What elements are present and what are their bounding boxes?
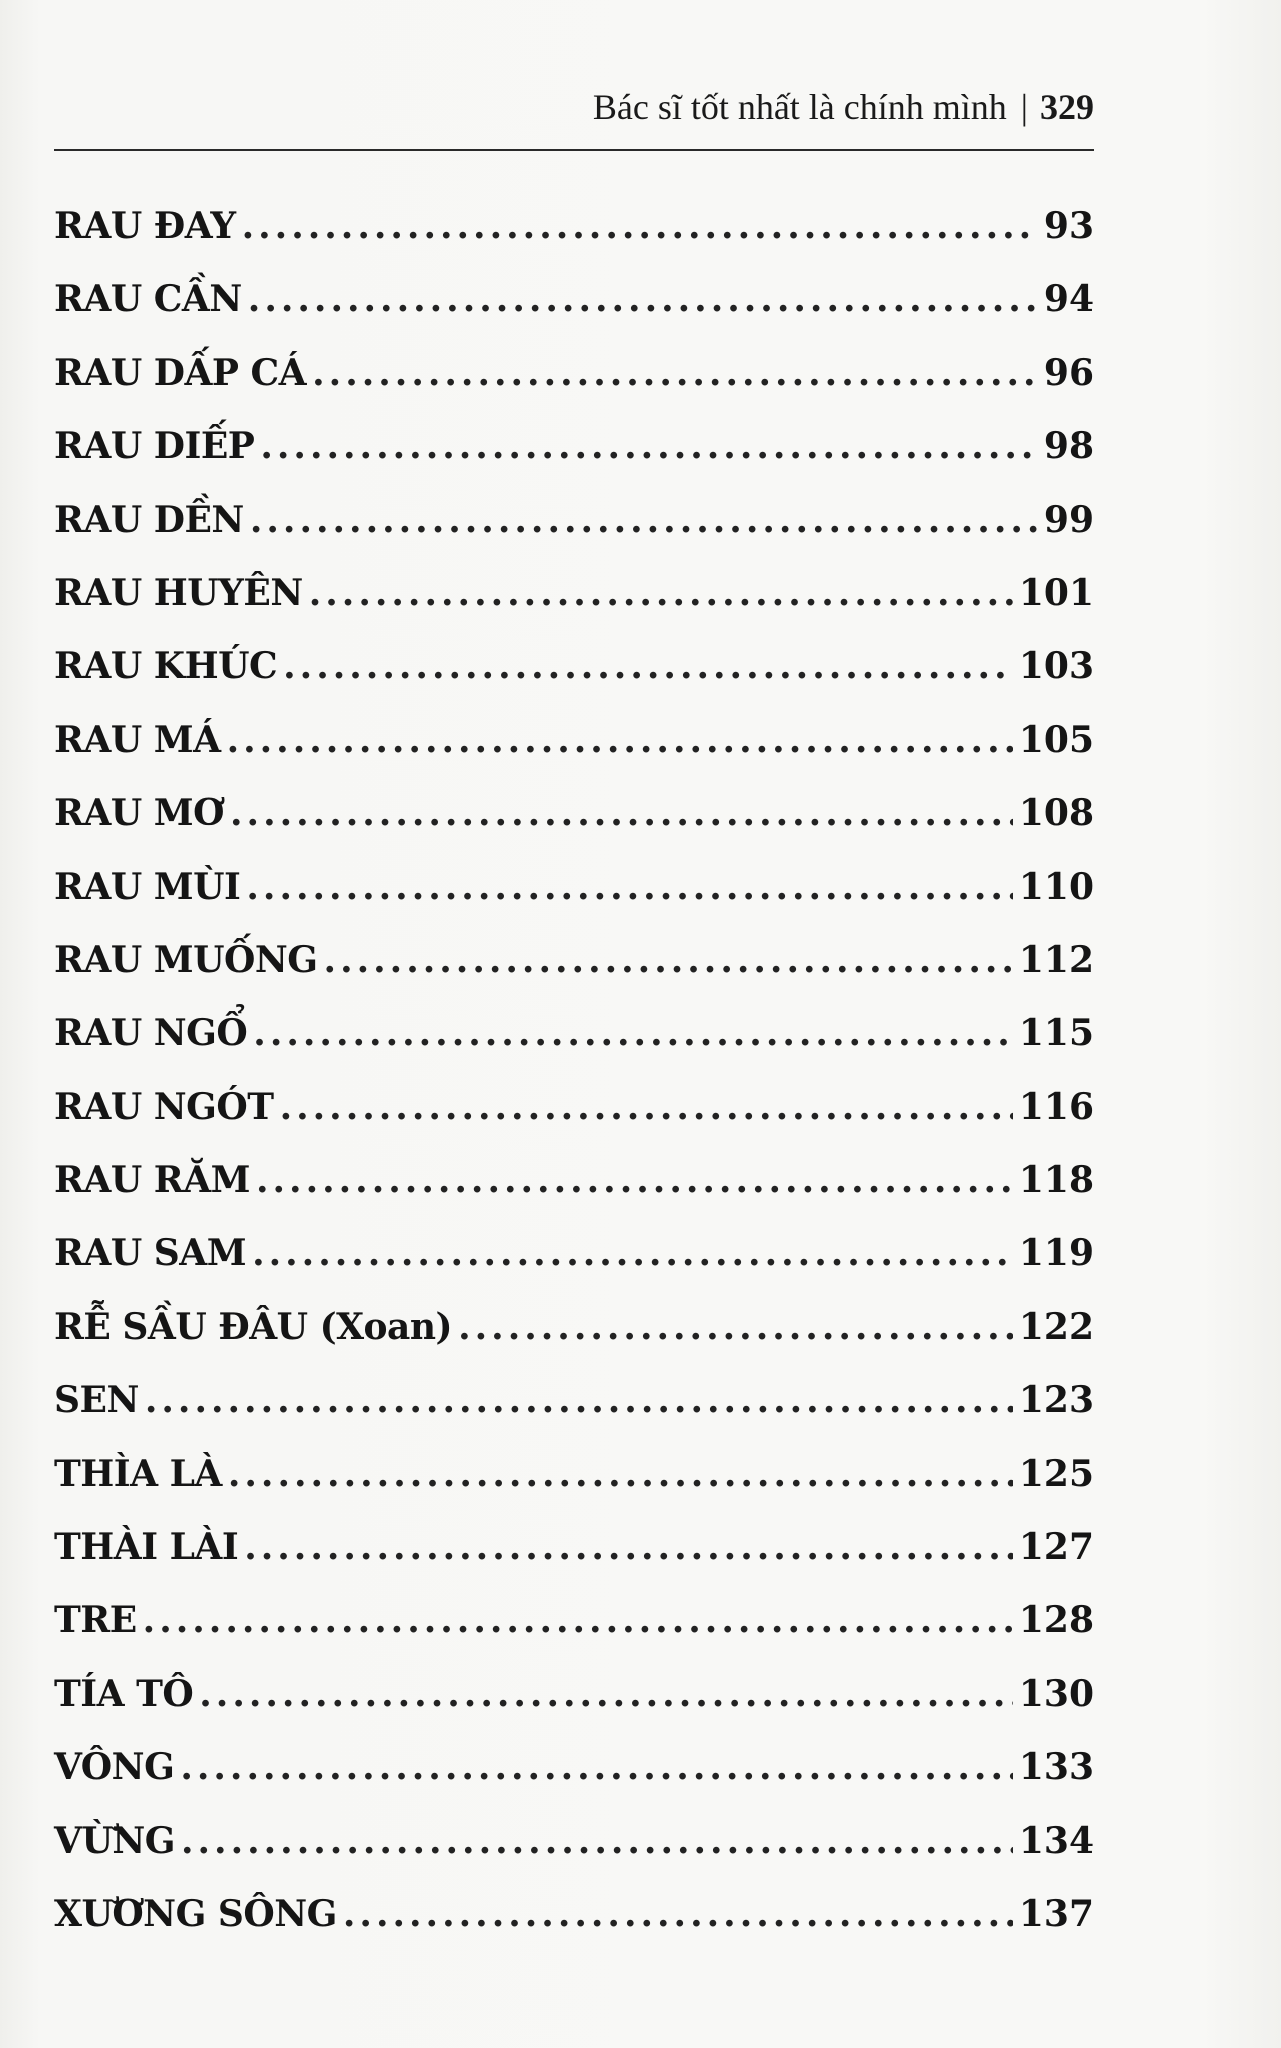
toc-entry xyxy=(54,1370,1094,1443)
dot-leader xyxy=(458,1297,1013,1357)
toc-entry xyxy=(54,343,1094,416)
toc-entry-title: RAU NGỔ xyxy=(54,1012,248,1055)
dot-leader xyxy=(250,490,1038,550)
dot-leader xyxy=(343,1884,1013,1944)
toc-entry-title: VỪNG xyxy=(54,1819,175,1862)
toc-entry-title: RAU KHÚC xyxy=(54,645,278,688)
dot-leader xyxy=(260,416,1038,476)
toc-entry xyxy=(54,269,1094,342)
toc-entry-title: RAU DIẾP xyxy=(54,425,255,468)
toc-entry-title: VÔNG xyxy=(54,1746,175,1789)
toc-entry-page: 116 xyxy=(1018,1085,1094,1128)
toc-entry-title: RAU MUỐNG xyxy=(54,938,318,981)
dot-leader xyxy=(324,930,1013,990)
toc-entry-page: 115 xyxy=(1018,1012,1094,1055)
toc-entry-page: 134 xyxy=(1018,1819,1094,1862)
toc-entry xyxy=(54,490,1094,563)
dot-leader xyxy=(230,783,1013,843)
toc-entry xyxy=(54,1884,1094,1957)
toc-entry-page: 103 xyxy=(1018,645,1094,688)
toc-entry xyxy=(54,1223,1094,1296)
dot-leader xyxy=(242,196,1038,256)
toc-entry-page: 118 xyxy=(1018,1159,1094,1202)
toc-entry-page: 98 xyxy=(1043,425,1094,468)
toc-entry-title: RAU MÙI xyxy=(54,865,241,908)
toc-entry-page: 137 xyxy=(1018,1892,1094,1935)
table-of-contents xyxy=(54,196,1094,1957)
dot-leader xyxy=(256,1150,1013,1210)
dot-leader xyxy=(248,269,1038,329)
toc-entry xyxy=(54,1517,1094,1590)
toc-entry xyxy=(54,783,1094,856)
toc-entry-title: RỄ SẦU ĐÂU (Xoan) xyxy=(54,1305,453,1348)
toc-entry-title: RAU HUYÊN xyxy=(54,571,303,614)
dot-leader xyxy=(227,710,1013,770)
dot-leader xyxy=(180,1737,1013,1797)
toc-entry xyxy=(54,1737,1094,1810)
dot-leader xyxy=(143,1590,1013,1650)
dot-leader xyxy=(309,563,1013,623)
toc-entry-title: SEN xyxy=(54,1379,139,1422)
header-rule xyxy=(54,149,1094,151)
toc-entry xyxy=(54,563,1094,636)
dot-leader xyxy=(312,343,1038,403)
toc-entry-page: 119 xyxy=(1018,1232,1094,1275)
dot-leader xyxy=(181,1811,1013,1871)
toc-entry-page: 96 xyxy=(1043,351,1094,394)
toc-entry xyxy=(54,636,1094,709)
dot-leader xyxy=(145,1370,1013,1430)
dot-leader xyxy=(228,1444,1013,1504)
toc-entry-page: 94 xyxy=(1043,278,1094,321)
toc-entry-title: XƯƠNG SÔNG xyxy=(54,1892,337,1935)
toc-entry xyxy=(54,1297,1094,1370)
toc-entry-page: 108 xyxy=(1018,792,1094,835)
running-title: Bác sĩ tốt nhất là chính mình xyxy=(592,87,1007,127)
dot-leader xyxy=(253,1003,1013,1063)
toc-entry-title: RAU MƠ xyxy=(54,792,224,835)
dot-leader xyxy=(280,1077,1013,1137)
dot-leader xyxy=(199,1664,1013,1724)
toc-entry-title: RAU SAM xyxy=(54,1232,247,1275)
toc-entry-page: 123 xyxy=(1018,1379,1094,1422)
toc-entry-title: RAU DỀN xyxy=(54,498,244,541)
toc-entry-title: RAU ĐAY xyxy=(54,205,236,247)
toc-entry xyxy=(54,196,1094,269)
toc-entry-page: 110 xyxy=(1018,865,1094,908)
toc-entry-title: RAU CẦN xyxy=(54,278,242,321)
toc-entry-page: 112 xyxy=(1018,938,1094,981)
toc-entry xyxy=(54,1003,1094,1076)
toc-entry xyxy=(54,416,1094,489)
toc-entry xyxy=(54,1444,1094,1517)
toc-entry-page: 99 xyxy=(1043,498,1094,541)
running-header xyxy=(54,82,1094,132)
toc-entry xyxy=(54,857,1094,930)
toc-entry-page: 133 xyxy=(1018,1746,1094,1789)
toc-entry xyxy=(54,1150,1094,1223)
toc-entry-title: TRE xyxy=(54,1599,137,1642)
toc-entry-page: 128 xyxy=(1018,1599,1094,1642)
toc-entry-page: 93 xyxy=(1043,205,1094,247)
toc-entry xyxy=(54,930,1094,1003)
dot-leader xyxy=(283,636,1013,696)
dot-leader xyxy=(244,1517,1013,1577)
toc-entry-page: 127 xyxy=(1018,1526,1094,1569)
toc-entry-page: 122 xyxy=(1018,1305,1094,1348)
toc-entry xyxy=(54,710,1094,783)
toc-entry-title: TÍA TÔ xyxy=(54,1672,194,1715)
toc-entry-title: RAU MÁ xyxy=(54,718,221,761)
toc-entry-title: THÌA LÀ xyxy=(54,1452,222,1495)
toc-entry xyxy=(54,1664,1094,1737)
toc-entry xyxy=(54,1590,1094,1663)
toc-entry-page: 105 xyxy=(1018,718,1094,761)
toc-entry-title: RAU RĂM xyxy=(54,1159,250,1202)
toc-entry-title: THÀI LÀI xyxy=(54,1526,239,1569)
toc-entry xyxy=(54,1811,1094,1884)
toc-entry-page: 130 xyxy=(1018,1672,1094,1715)
toc-entry-title: RAU NGÓT xyxy=(54,1085,274,1128)
dot-leader xyxy=(246,857,1012,917)
toc-entry-page: 101 xyxy=(1018,571,1094,614)
dot-leader xyxy=(252,1223,1013,1283)
page-number: 329 xyxy=(1040,87,1094,127)
toc-entry xyxy=(54,1077,1094,1150)
toc-entry-page: 125 xyxy=(1018,1452,1094,1495)
toc-entry-title: RAU DẤP CÁ xyxy=(54,351,307,394)
header-separator: | xyxy=(1020,87,1028,127)
